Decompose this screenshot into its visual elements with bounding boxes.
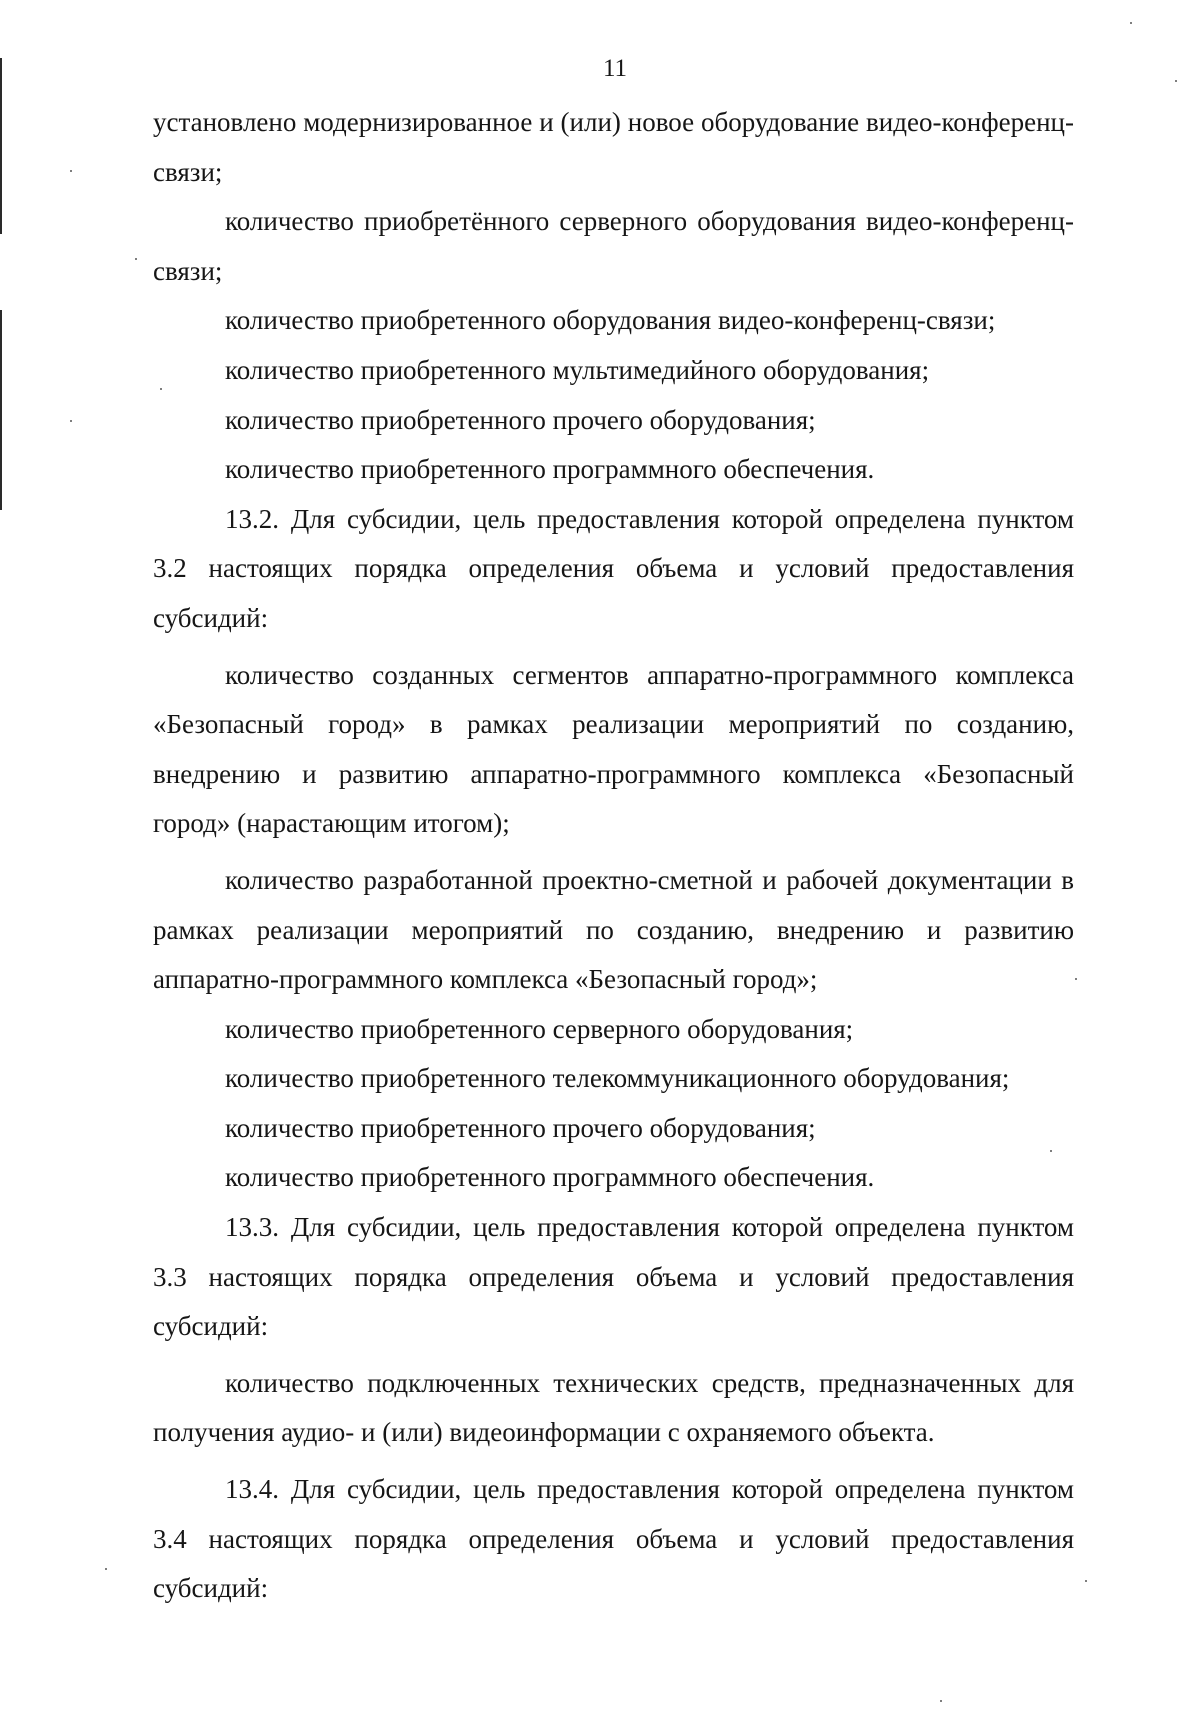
paragraph: количество разработанной проектно-сметной и рабочей документации в рамках реализации мероприятий по созданию, внедрению и развитию аппаратно-программного комплекса «Безопасный город»; (153, 864, 1074, 995)
scan-speck (1050, 1150, 1052, 1152)
scan-speck (160, 388, 162, 390)
paragraph: количество приобретённого серверного оборудования видео-конференц-связи; (153, 206, 1074, 286)
scan-speck (940, 1700, 942, 1702)
scan-speck (70, 420, 72, 422)
paragraph: количество приобретенного серверного оборудования; (225, 1013, 854, 1044)
scan-edge-line (0, 310, 2, 510)
scan-speck (1075, 978, 1077, 980)
scan-speck (70, 170, 72, 172)
paragraph: количество подключенных технических средств, предназначенных для получения аудио- и (или) видеоинформации с охраняемого объекта. (153, 1367, 1074, 1448)
section-13-2-paragraph: 13.2. Для субсидии, цель предоставления которой определена пунктом 3.2 настоящих порядка определения объема и условий предоставления субсидий: (153, 503, 1074, 633)
paragraph: количество созданных сегментов аппаратно-программного комплекса «Безопасный город» в рамках реализации мероприятий по созданию, внедрению и развитию аппаратно-программного комплекса «Безопасный город» (нарастающим итогом); (153, 659, 1074, 839)
paragraph: количество приобретенного телекоммуникационного оборудования; (225, 1063, 1010, 1094)
document-body (153, 98, 1074, 1614)
scan-edge-line (0, 58, 2, 234)
paragraph: количество приобретенного прочего оборудования; (225, 404, 816, 435)
scan-speck (1175, 80, 1177, 82)
paragraph: установлено модернизированное и (или) новое оборудование видео-конференц-связи; (153, 107, 1074, 187)
page-number: 11 (602, 55, 628, 82)
section-13-4-paragraph: 13.4. Для субсидии, цель предоставления которой определена пунктом 3.4 настоящих порядка определения объема и условий предоставления субсидий: (153, 1474, 1074, 1604)
paragraph: количество приобретенного прочего оборудования; (225, 1112, 816, 1143)
paragraph: количество приобретенного программного обеспечения. (225, 1162, 875, 1193)
paragraph: количество приобретенного программного обеспечения. (225, 454, 875, 485)
paragraph: количество приобретенного мультимедийного оборудования; (225, 354, 930, 385)
scan-speck (1085, 1580, 1087, 1582)
paragraph: количество приобретенного оборудования видео-конференц-связи; (225, 305, 996, 336)
scan-speck (1130, 22, 1132, 24)
scan-speck (105, 1568, 107, 1570)
section-13-3-paragraph: 13.3. Для субсидии, цель предоставления которой определена пунктом 3.3 настоящих порядка определения объема и условий предоставления субсидий: (153, 1212, 1074, 1342)
scan-speck (135, 258, 137, 260)
